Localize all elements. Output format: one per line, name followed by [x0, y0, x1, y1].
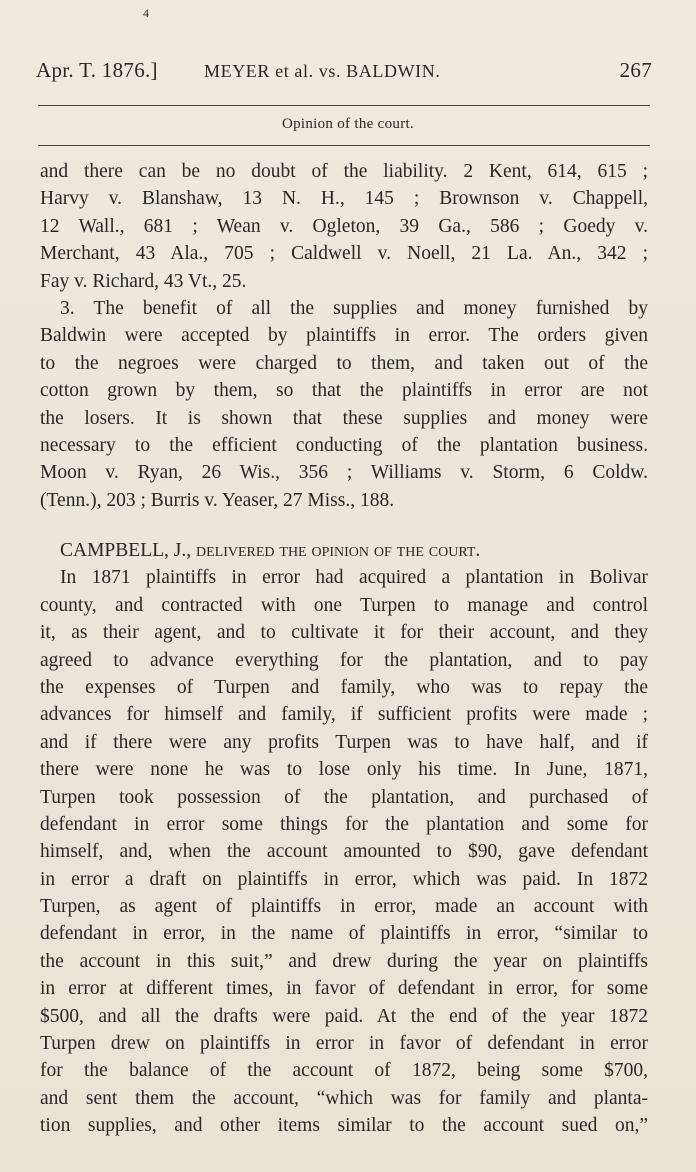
text-line: agreed to advance everything for the plantation, and to pay	[40, 649, 648, 671]
term-citation: Apr. T. 1876.]	[36, 58, 158, 82]
text-line: $500, and all the drafts were paid. At the end of the year 1872	[40, 1005, 648, 1027]
text-line: for the balance of the account of 1872, being some $700,	[40, 1060, 648, 1082]
text-line: advances for himself and family, if sufficient profits were made ;	[40, 704, 648, 726]
text-line: Turpen drew on plaintiffs in error in favor of defendant in error	[40, 1033, 648, 1055]
text-line: 3. The benefit of all the supplies and money furnished by	[60, 297, 648, 319]
text-line: Merchant, 43 Ala., 705 ; Caldwell v. Noell, 21 La. An., 342 ;	[40, 243, 648, 265]
text-line: defendant in error some things for the plantation and some for	[40, 813, 648, 835]
text-line: Harvy v. Blanshaw, 13 N. H., 145 ; Brownson v. Chappell,	[40, 188, 648, 210]
text-line: necessary to the efficient conducting of the plantation business.	[40, 434, 648, 456]
argument-paragraph	[40, 158, 648, 514]
text-line: Turpen took possession of the plantation, and purchased of	[40, 786, 648, 808]
text-line: himself, and, when the account amounted to $90, gave defendant	[40, 841, 648, 863]
text-line: Turpen, as agent of plaintiffs in error, made an account with	[40, 896, 648, 918]
text-line: tion supplies, and other items similar to the account sued on,”	[40, 1115, 648, 1137]
bottom-rule	[38, 145, 650, 146]
top-rule	[38, 105, 650, 106]
text-line: the account in this suit,” and drew during the year on plaintiffs	[40, 950, 648, 972]
text-line: defendant in error, in the name of plaintiffs in error, “similar to	[40, 923, 648, 945]
text-line: 12 Wall., 681 ; Wean v. Ogleton, 39 Ga., 586 ; Goedy v.	[40, 215, 648, 237]
text-line: cotton grown by them, so that the plaintiffs in error are not	[40, 380, 648, 402]
text-line: in error a draft on plaintiffs in error, which was paid. In 1872	[40, 868, 648, 890]
running-head	[36, 58, 652, 88]
opinion-intro-line: CAMPBELL, J., delivered the opinion of the court.	[60, 540, 481, 561]
text-line: the expenses of Turpen and family, who was to repay the	[40, 676, 648, 698]
section-label: Opinion of the court.	[281, 116, 415, 132]
text-line: Fay v. Richard, 43 Vt., 25.	[40, 270, 247, 292]
text-line: Baldwin were accepted by plaintiffs in error. The orders given	[40, 325, 648, 347]
text-line: there were none he was to lose only his time. In June, 1871,	[40, 759, 648, 781]
stray-mark: 4	[143, 6, 149, 20]
text-line: to the negroes were charged to them, and taken out of the	[40, 352, 648, 374]
text-line: and sent them the account, “which was for family and planta-	[40, 1087, 648, 1109]
page-number: 267	[619, 58, 652, 82]
text-line: (Tenn.), 203 ; Burris v. Yeaser, 27 Miss., 188.	[40, 489, 395, 511]
text-line: county, and contracted with one Turpen to manage and control	[40, 594, 648, 616]
text-line: it, as their agent, and to cultivate it for their account, and they	[40, 622, 648, 644]
text-line: In 1871 plaintiffs in error had acquired a plantation in Bolivar	[60, 567, 648, 589]
text-line: and if there were any profits Turpen was to have half, and if	[40, 731, 648, 753]
text-line: in error at different times, in favor of defendant in error, for some	[40, 978, 648, 1000]
text-line: the losers. It is shown that these supplies and money were	[40, 407, 648, 429]
text-line: and there can be no doubt of the liability. 2 Kent, 614, 615 ;	[40, 161, 648, 182]
opinion-paragraph	[40, 537, 648, 1140]
text-line: Moon v. Ryan, 26 Wis., 356 ; Williams v. Storm, 6 Coldw.	[40, 462, 648, 484]
case-title: MEYER et al. vs. BALDWIN.	[204, 61, 441, 81]
